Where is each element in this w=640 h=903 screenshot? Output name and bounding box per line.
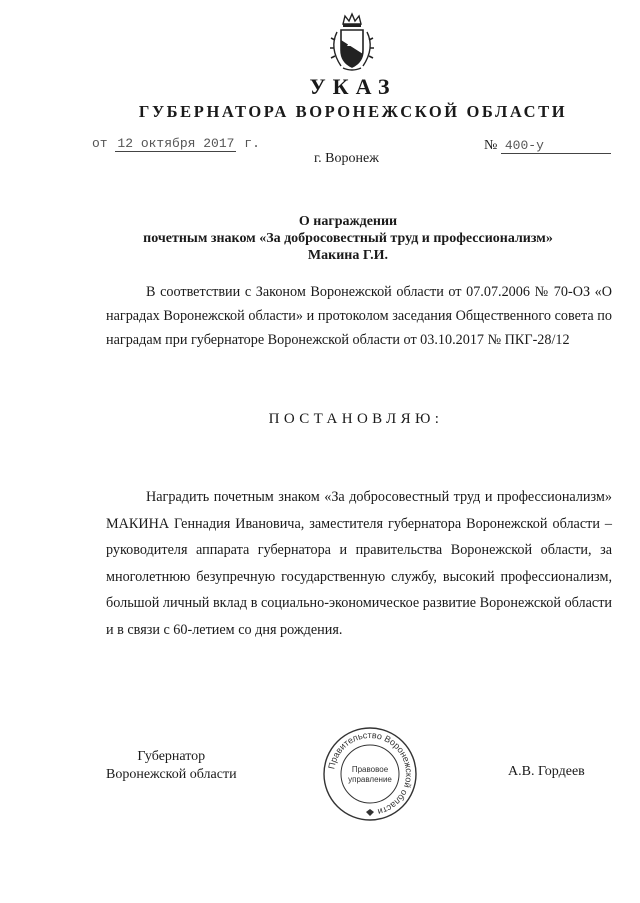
number-value: 400-у bbox=[501, 138, 611, 154]
signatory-title-line-2: Воронежской области bbox=[106, 767, 237, 782]
date-prefix: от bbox=[92, 136, 108, 151]
document-date bbox=[92, 136, 260, 151]
document-title: УКАЗ bbox=[309, 74, 397, 99]
heading-line-2: почетным знаком «За добросовестный труд и профессионализм» bbox=[143, 231, 553, 246]
document-heading bbox=[80, 213, 616, 264]
preamble-paragraph bbox=[106, 280, 612, 352]
date-suffix: г. bbox=[244, 136, 260, 151]
award-text: Наградить почетным знаком «За добросовестный труд и профессионализм» МАКИНА Геннадия Ивановича, заместителя губернатора Воронежской области – руководителя аппарата губернатора и правительства Воронежской области, за многолетнюю безупречную государственную службу, высокий профессионализм, большой личный вклад в социально-экономическое развитие Воронежской области и в связи с 60-летием со дня рождения. bbox=[106, 489, 612, 638]
award-paragraph bbox=[106, 484, 612, 644]
document-subtitle: ГУБЕРНАТОРА ВОРОНЕЖСКОЙ ОБЛАСТИ bbox=[138, 102, 568, 121]
preamble-text: В соответствии с Законом Воронежской области от 07.07.2006 № 70-ОЗ «О наградах Воронежской области» и протоколом заседания Общественного совета по наградам при губернаторе Воронежской области от 03.10.2017 № ПКГ-28/12 bbox=[106, 284, 612, 348]
signatory-name: А.В. Гордеев bbox=[508, 764, 585, 779]
date-value: 12 октября 2017 bbox=[117, 136, 235, 151]
stamp-center-line-1: Правовое bbox=[351, 765, 389, 774]
coat-of-arms-icon bbox=[323, 10, 381, 74]
signatory-title bbox=[106, 748, 237, 784]
document-city: г. Воронеж bbox=[314, 151, 379, 166]
signatory-title-line-1: Губернатор bbox=[137, 749, 206, 764]
document-number bbox=[484, 138, 611, 154]
heading-line-3: Макина Г.И. bbox=[307, 248, 389, 263]
stamp-ring-text: Правительство Воронежской области bbox=[326, 729, 415, 818]
number-label: № bbox=[484, 138, 498, 153]
official-stamp bbox=[322, 726, 418, 822]
decree-word: ПОСТАНОВЛЯЮ: bbox=[268, 411, 444, 427]
stamp-center-line-2: управление bbox=[348, 775, 392, 784]
heading-line-1: О награждении bbox=[298, 214, 398, 229]
